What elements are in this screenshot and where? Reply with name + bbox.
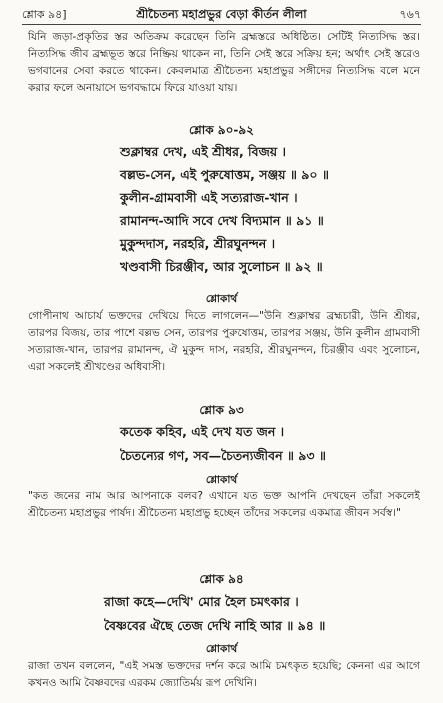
verse-line: চৈতন্যের গণ, সব—চৈতন্যজীবন ॥ ৯৩ ॥ [120, 448, 326, 463]
header-rule [22, 24, 421, 25]
intro-paragraph: যিনি জড়া-প্রকৃতির স্তর অতিক্রম করেছেন তিনি ব্রহ্মস্তরে অধিষ্ঠিত। সেটিই নিত্যসিদ্ধ স্তর। নিত্যসিদ্ধ জীব ব্রহ্মভূত স্তরে নিষ্ক্রিয় থাকেন না, তিনি সেই স্তরে সক্রিয় হন; অর্থাৎ সেই স্তরেও ভগবানের সেবা করতে থাকেন। কেবলমাত্র শ্রীচৈতন্য মহাপ্রভুর সঙ্গীদের নিত্যসিদ্ধ বলে মনে করার ফলে অনায়াসে ভগবদ্ধামে ফিরে যাওয়া যায়। [28, 31, 420, 94]
verse-line: মুকুন্দদাস, নরহরি, শ্রীরঘুনন্দন । [120, 236, 276, 251]
page-number: ৭৬৭ [399, 8, 421, 21]
header-chapter-title: শ্রীচৈতন্য মহাপ্রভুর বেড়া কীর্তন লীলা [136, 7, 307, 21]
verse-line: শুক্লাম্বর দেখ, এই শ্রীধর, বিজয় । [120, 144, 286, 159]
translation-label: শ্লোকার্থ [205, 293, 238, 305]
translation-paragraph: রাজা তখন বললেন, "এই সমস্ত ভক্তদের দর্শন করে আমি চমৎকৃত হয়েছি; কেননা এর আগে কখনও আমি বৈষ্ণবদের এরকম জ্যোতির্ময় রূপ দেখিনি। [28, 660, 420, 689]
verse-heading: শ্লোক ৯০-৯২ [189, 123, 254, 137]
verse-line: রাজা কহে—দেখি' মোর হৈল চমৎকার । [104, 594, 299, 609]
verse-line: রামানন্দ-আদি সবে দেখ বিদ্যমান ॥ ৯১ ॥ [120, 213, 324, 228]
translation-label: শ্লোকার্থ [205, 474, 238, 486]
translation-paragraph: গোপীনাথ আচার্য ভক্তদের দেখিয়ে দিতে লাগলেন—"উনি শুক্লাম্বর ব্রহ্মচারী, উনি শ্রীধর, তারপর বিজয়, তার পাশে বল্লভ সেন, তারপর পুরুষোত্তম, তারপর সঞ্জয়, উনি কুলীন গ্রামবাসী সত্যরাজ-খান, তারপর রামানন্দ, ঐ মুকুন্দ দাস, নরহরি, শ্রীরঘুনন্দন, চিরঞ্জীব এবং সুলোচন, এরা সকলেই শ্রীখণ্ডের অধিবাসী। [28, 310, 420, 373]
translation-label: শ্লোকার্থ [205, 643, 238, 655]
running-header [22, 6, 421, 22]
verse-line: কুলীন-গ্রামবাসী এই সত্যরাজ-খান । [120, 190, 298, 205]
verse-heading: শ্লোক ৯৪ [199, 572, 244, 586]
verse-line: বল্লভ-সেন, এই পুরুষোত্তম, সঞ্জয় ॥ ৯০ ॥ [120, 167, 329, 182]
translation-paragraph: "কত জনের নাম আর আপনাকে বলব? এখানে যত ভক্ত আপনি দেখছেন তাঁরা সকলেই শ্রীচৈতন্য মহাপ্রভুর পার্ষদ। শ্রীচৈতন্য মহাপ্রভু হচ্ছেন তাঁদের সকলের একমাত্র জীবন সর্বস্ব।" [28, 490, 420, 519]
verse-line: বৈষ্ণবের ঐছে তেজ দেখি নাহি আর ॥ ৯৪ ॥ [104, 618, 326, 633]
verse-line: খণ্ডবাসী চিরঞ্জীব, আর সুলোচন ॥ ৯২ ॥ [120, 259, 323, 274]
header-verse-ref: শ্লোক ৯৪] [22, 8, 67, 21]
verse-line: কতেক কহিব, এই দেখ যত জন । [120, 424, 285, 439]
verse-heading: শ্লোক ৯৩ [199, 403, 244, 417]
